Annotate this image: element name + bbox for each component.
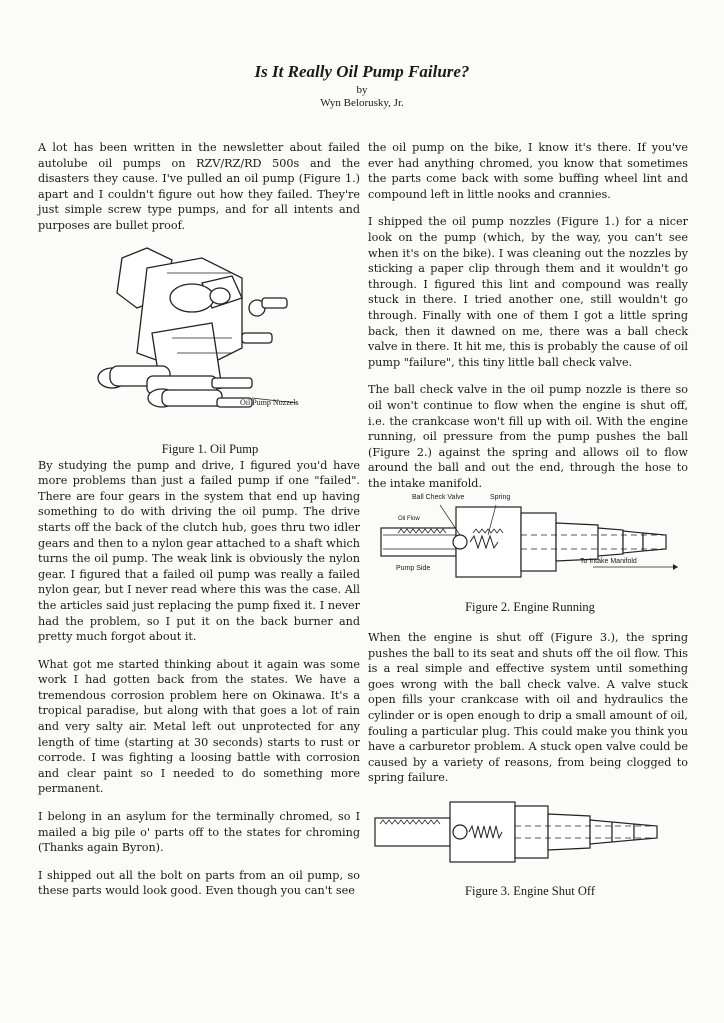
pump-side-label: Pump Side: [396, 565, 431, 572]
to-intake-label: To Intake Manifold: [580, 558, 637, 565]
author-name: Wyn Belorusky, Jr.: [320, 97, 404, 109]
right-column: [368, 140, 688, 503]
paragraph: By studying the pump and drive, I figured you'd have more problems than just a failed pump if one "failed". There are four gears in the system that end up having something to do with driving the oil pump. The drive starts off the back of the clutch hub, goes thru two idler gears and then to a nylon gear attached to a shaft which turns the oil pump. The weak link is obviously the nylon gear. I figured that a failed oil pump was really a failed nylon gear, but I never read where this was the case. All the articles said just replacing the pump fixed it. I never had the problem, so I put it on the back burner and pretty much forgot about it.: [38, 458, 360, 644]
valve-shutoff-diagram: [372, 800, 672, 865]
figure-3-caption: Figure 3. Engine Shut Off: [465, 884, 595, 898]
spring-label: Spring: [490, 494, 511, 501]
ball-check-valve-label: Ball Check Valve: [412, 494, 465, 501]
article-title: Is It Really Oil Pump Failure?: [254, 62, 470, 81]
figure-1-caption: Figure 1. Oil Pump: [161, 442, 259, 456]
paragraph: I belong in an asylum for the terminally chromed, so I mailed a big pile o' parts off to the states for chroming (Thanks again Byron).: [38, 810, 360, 855]
oil-flow-label: Oil Flow: [398, 516, 420, 522]
paragraph: A lot has been written in the newsletter about failed autolube oil pumps on RZV/RZ/RD 500s and the disasters they cause. I've pulled an oil pump (Figure 1.) apart and I couldn't figure out how they failed. They're just simple screw type pumps, and for all intents and purposes are bullet proof.: [38, 141, 360, 232]
right-column-lower: [368, 630, 688, 798]
paragraph: When the engine is shut off (Figure 3.), the spring pushes the ball to its seat and shuts off the oil flow. This is a real simple and effective system until something goes wrong with the ball check valve. A valve stuck open fills your crankcase with oil and hydraulics the cylinder or is open enough to drip a small amount of oil, fouling a particular plug. This could make you think you have a carburetor problem. A stuck open valve could be caused by a variety of reasons, from being clogged to spring failure.: [368, 631, 688, 785]
paragraph: What got me started thinking about it again was some work I had gotten back from the states. We have a tremendous corrosion problem here on Okinawa. It's a tropical paradise, but along with that goes a lot of rain and very salty air. Metal left out unprotected for any length of time (starting at 30 seconds) starts to rust or corrode. I was fighting a loosing battle with corrosion and clear paint so I needed to do something more permanent.: [38, 657, 360, 796]
paragraph: I shipped out all the bolt on parts from an oil pump, so these parts would look good. Even though you can't see: [38, 868, 360, 898]
byline-by: by: [356, 84, 368, 96]
paragraph: the oil pump on the bike, I know it's there. If you've ever had anything chromed, you know that sometimes the parts come back with some buffing wheel lint and compound left in little nooks and crannies.: [368, 141, 688, 201]
paragraph: I shipped the oil pump nozzles (Figure 1.) for a nicer look on the pump (which, by the way, you can't see when it's on the bike). I was cleaning out the nozzles by sticking a paper clip through them and it wouldn't go through. I figured this lint and compound was really stuck in there. I tried another one, still wouldn't go through. Finally with one of them I got a little spring back, then it dawned on me, there was a ball check valve in there. It hit me, this is probably the cause of oil pump "failure", this tiny little ball check valve.: [368, 215, 688, 369]
fig1-label: Oil Pump Nozzels: [240, 398, 299, 407]
figure-2-caption: Figure 2. Engine Running: [465, 600, 595, 614]
paragraph: The ball check valve in the oil pump nozzle is there so oil won't continue to flow when the engine is shut off, i.e. the crankcase won't fill up with oil. With the engine running, oil pressure from the pump pushes the ball (Figure 2.) against the spring and allows oil to flow around the ball and out the end, through the hose to the intake manifold.: [368, 383, 688, 490]
